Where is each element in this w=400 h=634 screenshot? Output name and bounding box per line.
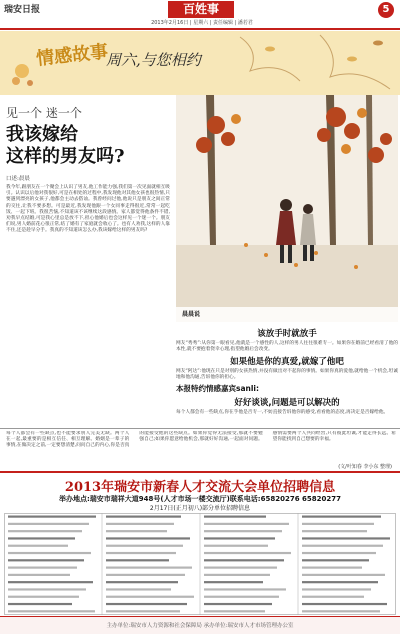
ad-listing-line (204, 574, 270, 576)
lead-story (6, 174, 170, 428)
illustration-caption-strip (176, 307, 398, 322)
section-title: 百姓事 (168, 1, 234, 18)
ad-listing-line (302, 552, 376, 554)
ad-listing-line (204, 537, 275, 539)
ad-listing-line (106, 581, 178, 583)
ad-listing-line (8, 603, 72, 605)
ad-listing-line (302, 537, 390, 539)
ad-listing-line (8, 559, 84, 561)
ad-listing-line (106, 523, 174, 525)
ad-listing-line (204, 559, 284, 561)
ad-listing-line (106, 537, 190, 539)
ad-listing-line (8, 537, 75, 539)
ad-listing-line (302, 610, 380, 612)
feature-illustration (176, 95, 398, 322)
ad-listing-line (8, 530, 82, 532)
ad-listing-line (106, 552, 176, 554)
ad-listing-line (302, 530, 367, 532)
ad-listing-line (8, 545, 68, 547)
ad-listing-line (106, 588, 171, 590)
lead-headline-line2: 这样的男友吗? (6, 146, 125, 167)
ad-listing-line (8, 596, 79, 598)
banner-subtitle: 周六,与您相约 (106, 51, 201, 69)
ad-listing-line (204, 552, 291, 554)
commentary-body-1: 网友“秀秀”:从你第一眼看见,他就是一个感性的人,这样的男人往往很难专一。如果你在婚前已经看清了他的本性,就不要抱着侥幸心理,指望他婚后会改变。 (176, 341, 398, 353)
ad-schedule: 2月17日(正月初八)部分单位招聘信息 (149, 505, 251, 512)
masthead (0, 0, 400, 30)
ad-listing-line (204, 523, 289, 525)
guest-body: 每个人都会有一些缺点,你在乎他是否专一,不妨直接告诉他你的感受,看看他的态度,再决定是否嫁给他。 (176, 410, 389, 416)
ad-listing-line (204, 516, 266, 518)
ad-listing-line (204, 581, 263, 583)
recruitment-ad (0, 471, 400, 616)
lead-story-body: 我今年,跟朋友在一个聚会上认识了男友,他工作能力强,我们第一次见面就相互吸引。认识以后他对我很好,可是在相处的过程中,我发现他对其他女孩也很热情,只要遇到漂亮的女孩子,他都会主动去搭讪。我曾经问过他,他说只是朋友之间正常的交往,让我不要多想。可是最近,我发现他跟一个女同事走得很近,常常一起吃饭、一起下班。我很苦恼,不知道该不该继续这段感情。家人都觉得他条件不错,劝我早点结婚,可是我心里总是放不下,担心他婚后也会这样见一个迷一个。朋友们说,男人婚前花心很正常,结了婚有了家庭就会收心了。也有人劝我,这样的人靠不住,还是趁早分手。我真的不知道该怎么办,我该嫁给这样的男友吗? (6, 185, 170, 234)
ad-listing-line (106, 559, 169, 561)
essay-block (6, 431, 396, 465)
illustration-image (176, 95, 398, 322)
ad-title: 2013年瑞安市新春人才交流大会单位招聘信息 (64, 480, 336, 495)
ad-listing-line (106, 610, 180, 612)
ad-listing-line (8, 523, 89, 525)
commentary-section (176, 325, 398, 428)
byline: 口述:晨晨 (6, 176, 30, 182)
ad-listing-line (204, 610, 265, 612)
lead-kicker: 见一个 迷一个 (6, 106, 82, 120)
ad-listing-line (302, 596, 364, 598)
ad-listing-line (302, 574, 385, 576)
ad-listing-line (106, 545, 183, 547)
guest-heading: 本报特约情感嘉宾sanli: (176, 384, 260, 394)
banner-title: 情感故事 (35, 41, 110, 70)
ad-listing-line (8, 567, 77, 569)
guest-subhead: 好好谈谈,问题是可以解决的 (234, 398, 340, 409)
ad-listing-line (106, 516, 181, 518)
ad-listing-line (106, 603, 187, 605)
feature-banner (0, 31, 400, 95)
header-rule (0, 28, 400, 30)
essay-credit: (文/叶知春 李小东 整理) (338, 464, 392, 470)
ad-listing-line (106, 596, 194, 598)
illustration-caption: 晨晨说 (182, 311, 201, 318)
page-number-badge: 5 (378, 2, 394, 18)
commentary-body-2: 网友“阿达”:他现在只是对别的女孩热情,并没有做出对不起你的事情。如果你真的爱他,就给他一个机会,坦诚地和他沟通,告诉他你的担心。 (176, 369, 398, 381)
ad-listing-line (106, 567, 192, 569)
ad-listing-line (302, 523, 374, 525)
ad-organizers: 主办单位:瑞安市人力资源和社会保障局 承办单位:瑞安市人才市场管理办公室 (106, 623, 294, 629)
ad-listing-line (8, 574, 70, 576)
ad-footer (0, 616, 400, 634)
ad-listing-line (302, 588, 371, 590)
ad-listing-line (8, 552, 91, 554)
ad-venue: 举办地点:瑞安市瑞祥大道948号(人才市场一楼交流厅)联系电话:65820276 65820277 (59, 495, 341, 503)
section-divider (0, 428, 400, 429)
ad-listing-line (302, 559, 369, 561)
ad-listing-table (4, 513, 396, 615)
ad-listing-line (8, 610, 95, 612)
commentary-subhead: 如果他是你的真爱,就嫁了他吧 (230, 357, 344, 368)
lead-headline-line1: 我该嫁给 (6, 124, 78, 145)
ad-listing-line (302, 567, 362, 569)
ad-listing-line (8, 516, 96, 518)
ad-listing-line (204, 545, 268, 547)
ad-listing-line (106, 574, 185, 576)
ad-listing-line (204, 596, 279, 598)
newspaper-logo: 瑞安日报 (4, 5, 41, 15)
dateline: 2013年2月16日 | 星期六 | 责任编辑 | 潘若君 (151, 20, 253, 26)
essay-body: 每个人都会有一些缺点,也不能要求别人完美无缺。两个人在一起,最重要的是相互信任、相互理解。婚姻是一辈子的事情,在做决定之前,一定要想清楚,问问自己的内心,你是否真的能接受他的这些缺点。如果你觉得无法接受,那就不要勉强自己;如果你愿意给他机会,那就好好沟通,一起面对问题。感情需要两个人共同经营,只有彼此坦诚,才能走得长远。希望你能找到自己想要的幸福。 (6, 431, 396, 448)
ad-listing-line (8, 588, 86, 590)
ad-listing-line (302, 581, 378, 583)
ad-listing-line (302, 603, 387, 605)
commentary-headline: 该放手时就放手 (257, 329, 317, 339)
ad-listing-line (302, 545, 383, 547)
ad-listing-line (204, 530, 282, 532)
ad-listing-line (302, 516, 381, 518)
ad-listing-line (204, 588, 286, 590)
ad-listing-line (204, 603, 272, 605)
ad-listing-line (8, 581, 93, 583)
ad-listing-line (204, 567, 277, 569)
ad-listing-line (106, 530, 167, 532)
